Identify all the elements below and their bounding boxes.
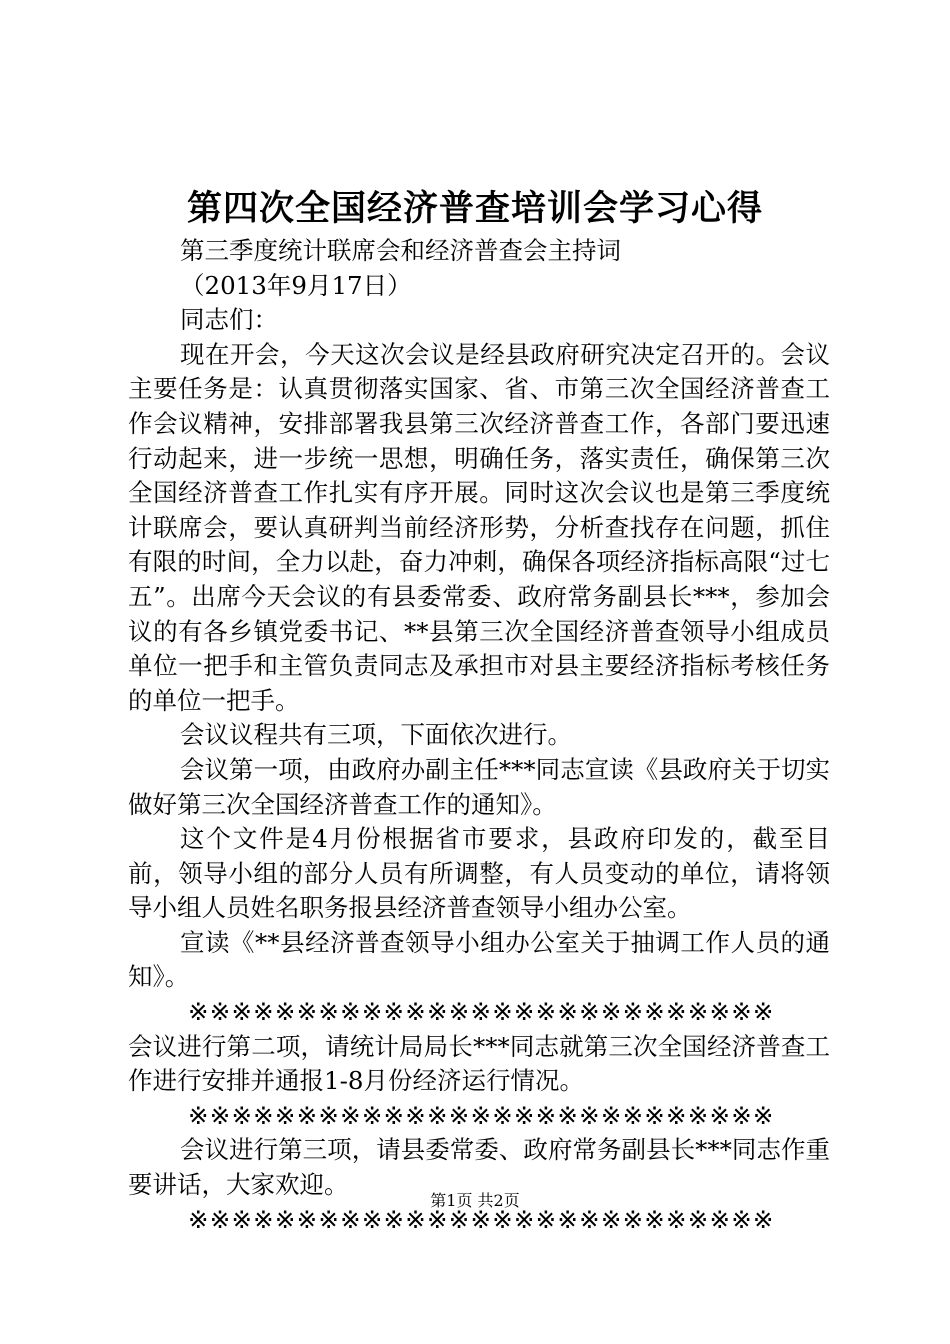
paragraph-reading: 宣读《**县经济普查领导小组办公室关于抽调工作人员的通知》。 <box>128 927 830 992</box>
subtitle: 第三季度统计联席会和经济普查会主持词 <box>180 236 621 265</box>
page-footer: 第1页 共2页 <box>430 1191 520 1210</box>
paragraph-agenda: 会议议程共有三项，下面依次进行。 <box>180 720 572 750</box>
salutation: 同志们： <box>180 305 278 335</box>
separator-line: ※※※※※※※※※※※※※※※※※※※※※※※※※※※ <box>188 997 775 1027</box>
separator-line: ※※※※※※※※※※※※※※※※※※※※※※※※※※※ <box>188 1204 775 1234</box>
separator-line: ※※※※※※※※※※※※※※※※※※※※※※※※※※※ <box>188 1100 775 1130</box>
paragraph-item-two: 会议进行第二项，请统计局局长***同志就第三次全国经济普查工作进行安排并通报1-8月份经济运行情况。 <box>128 1031 830 1096</box>
date-line: （2013年9月17日） <box>180 270 412 300</box>
document-title: 第四次全国经济普查培训会学习心得 <box>186 188 763 229</box>
paragraph-item-one: 会议第一项，由政府办副主任***同志宣读《县政府关于切实做好第三次全国经济普查工作的通知》。 <box>128 754 830 819</box>
document-body <box>128 234 830 1237</box>
paragraph-opening: 现在开会，今天这次会议是经县政府研究决定召开的。会议主要任务是：认真贯彻落实国家、省、市第三次全国经济普查工作会议精神，安排部署我县第三次经济普查工作，各部门要迅速行动起来，进一步统一思想，明确任务，落实责任，确保第三次全国经济普查工作扎实有序开展。同时这次会议也是第三季度统计联席会，要认真研判当前经济形势，分析查找存在问题，抓住有限的时间，全力以赴，奋力冲刺，确保各项经济指标高限“过七五”。出席今天会议的有县委常委、政府常务副县长***，参加会议的有各乡镇党委书记、**县第三次全国经济普查领导小组成员单位一把手和主管负责同志及承担市对县主要经济指标考核任务的单位一把手。 <box>128 339 830 715</box>
paragraph-item-three: 会议进行第三项，请县委常委、政府常务副县长***同志作重要讲话，大家欢迎。 <box>128 1135 830 1200</box>
paragraph-document-note: 这个文件是4月份根据省市要求，县政府印发的，截至目前，领导小组的部分人员有所调整，有人员变动的单位，请将领导小组人员姓名职务报县经济普查领导小组办公室。 <box>128 824 830 923</box>
